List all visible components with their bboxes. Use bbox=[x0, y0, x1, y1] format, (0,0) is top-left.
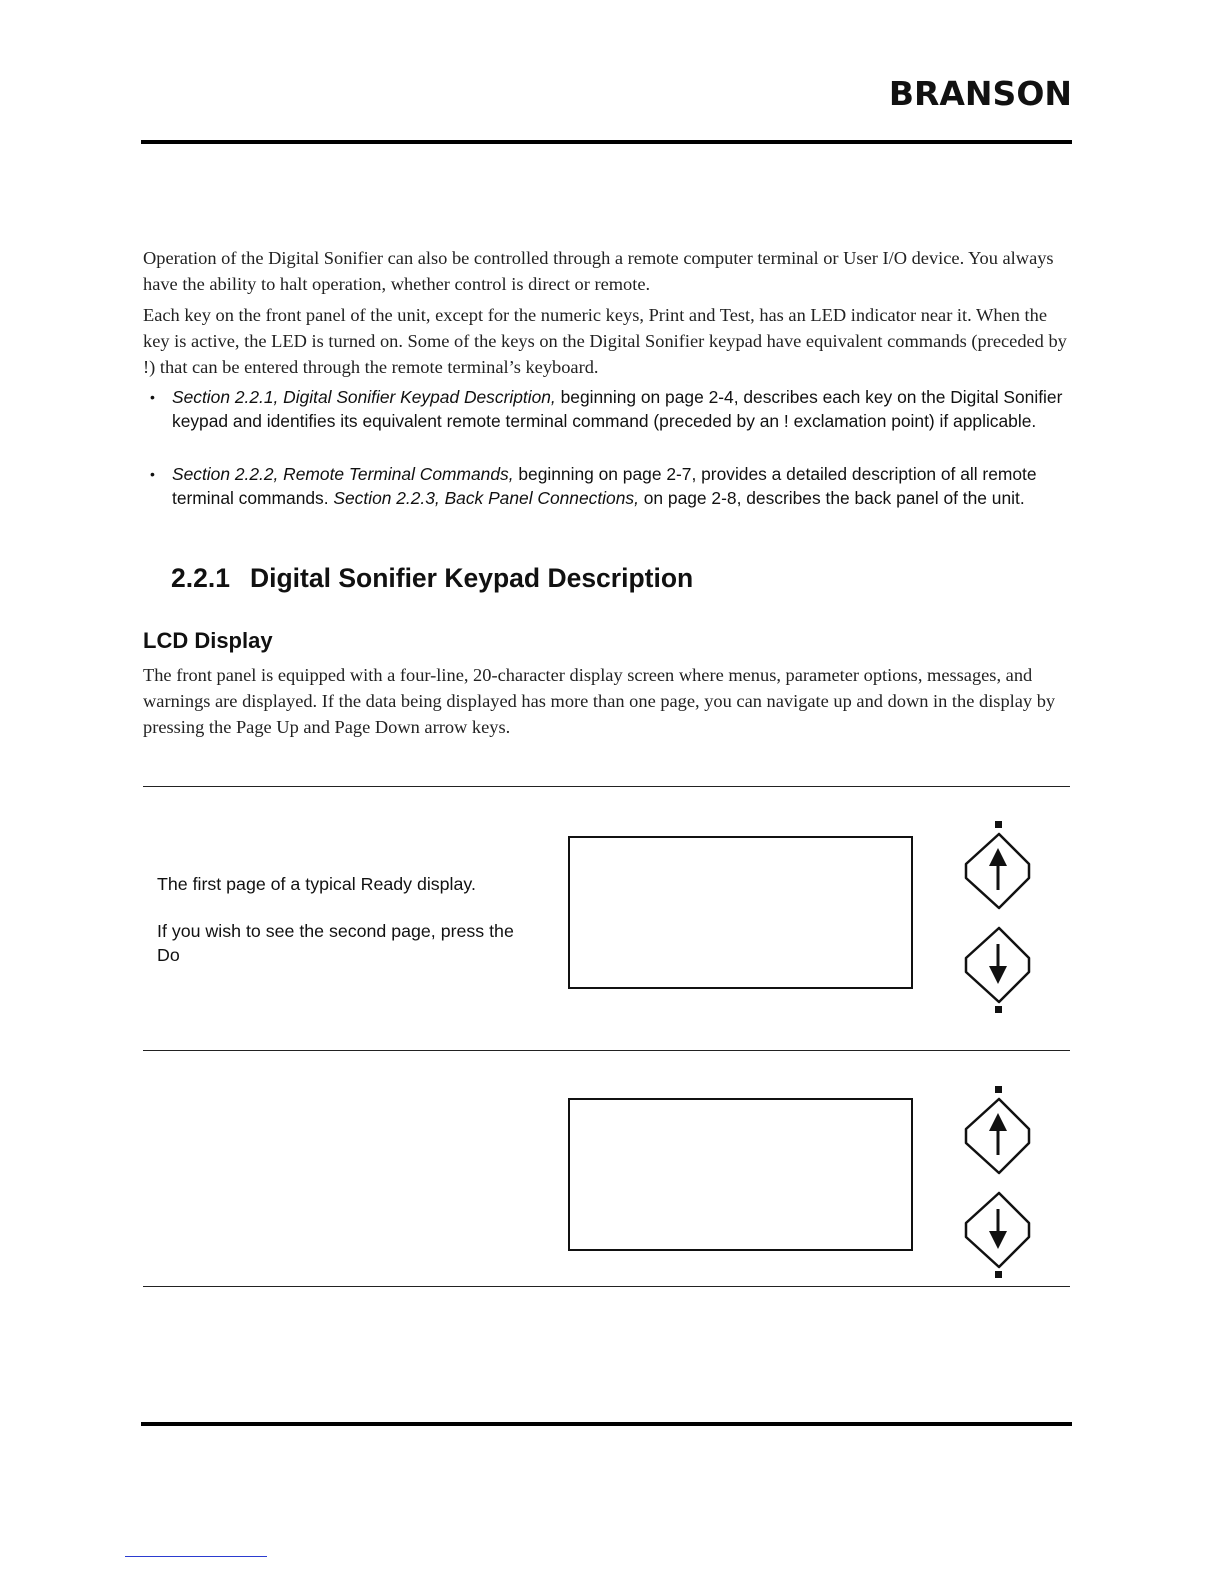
intro-paragraph-1: Operation of the Digital Sonifier can also be controlled through a remote computer terminal or User I/O device. You always have the ability to halt operation, whether control is direct or remote. bbox=[143, 248, 1054, 294]
page-up-arrow-icon[interactable] bbox=[966, 1099, 1029, 1173]
page-down-arrow-icon[interactable] bbox=[966, 1193, 1029, 1267]
bullet-text bbox=[172, 462, 1070, 510]
led-indicator bbox=[995, 1271, 1002, 1278]
header-rule bbox=[141, 140, 1072, 144]
page-keys bbox=[964, 1083, 1034, 1283]
section-reference-link[interactable]: Section 2.2.2, Remote Terminal Commands, bbox=[172, 464, 514, 484]
footer-rule bbox=[141, 1422, 1072, 1426]
footer-link-underline[interactable] bbox=[125, 1556, 267, 1557]
figure-top-rule bbox=[143, 786, 1070, 787]
lcd-display-screen bbox=[568, 836, 913, 989]
bullet-body: beginning on page 2-7, provides a detailed description of all remote terminal commands. bbox=[172, 464, 1037, 508]
page-down-arrow-icon[interactable] bbox=[966, 928, 1029, 1002]
figure-divider-rule bbox=[143, 1050, 1070, 1051]
section-number: 2.2.1 bbox=[171, 563, 230, 593]
figure-1-caption-line-1: The first page of a typical Ready display. bbox=[157, 874, 476, 894]
bullet-body: beginning on page 2-4, describes each key on the Digital Sonifier keypad and identifies its equivalent remote terminal command (preceded by an ! exclamation point) if applicable. bbox=[172, 387, 1063, 431]
subsection-body: The front panel is equipped with a four-line, 20-character display screen where menus, parameter options, messages, and warnings are displayed. If the data being displayed has more than one page, you can navigate up and down in the display by pressing the Page Up and Page Down arrow keys. bbox=[143, 665, 1056, 737]
section-heading bbox=[171, 563, 693, 594]
led-indicator bbox=[995, 1006, 1002, 1013]
bullet-text bbox=[172, 385, 1070, 433]
bullet-dot: • bbox=[150, 389, 155, 405]
intro-paragraph-2: Each key on the front panel of the unit, except for the numeric keys, Print and Test, has an LED indicator near it. When the key is active, the LED is turned on. Some of the keys on the Digital Sonifier keypad have equivalent commands (preceded by !) that can be entered through the remote terminal’s keyboard. bbox=[143, 305, 1067, 377]
section-reference-link[interactable]: Section 2.2.1, Digital Sonifier Keypad Description, bbox=[172, 387, 556, 407]
page-keys bbox=[964, 818, 1034, 1018]
figure-bottom-rule bbox=[143, 1286, 1070, 1287]
bullet-dot: • bbox=[150, 466, 155, 482]
lcd-display-screen bbox=[568, 1098, 913, 1251]
section-reference-link[interactable]: Section 2.2.3, Back Panel Connections, bbox=[333, 488, 639, 508]
subsection-heading: LCD Display bbox=[143, 628, 273, 653]
page-keys-svg bbox=[964, 1083, 1034, 1283]
page-keys-svg bbox=[964, 818, 1034, 1018]
led-indicator bbox=[995, 1086, 1002, 1093]
figure-1-caption-line-2: If you wish to see the second page, press the Do bbox=[157, 921, 514, 965]
section-title: Digital Sonifier Keypad Description bbox=[250, 563, 694, 593]
branson-logo: BRANSON bbox=[888, 74, 1072, 113]
page-up-arrow-icon[interactable] bbox=[966, 834, 1029, 908]
bullet-body: on page 2-8, describes the back panel of the unit. bbox=[638, 488, 1025, 508]
led-indicator bbox=[995, 821, 1002, 828]
